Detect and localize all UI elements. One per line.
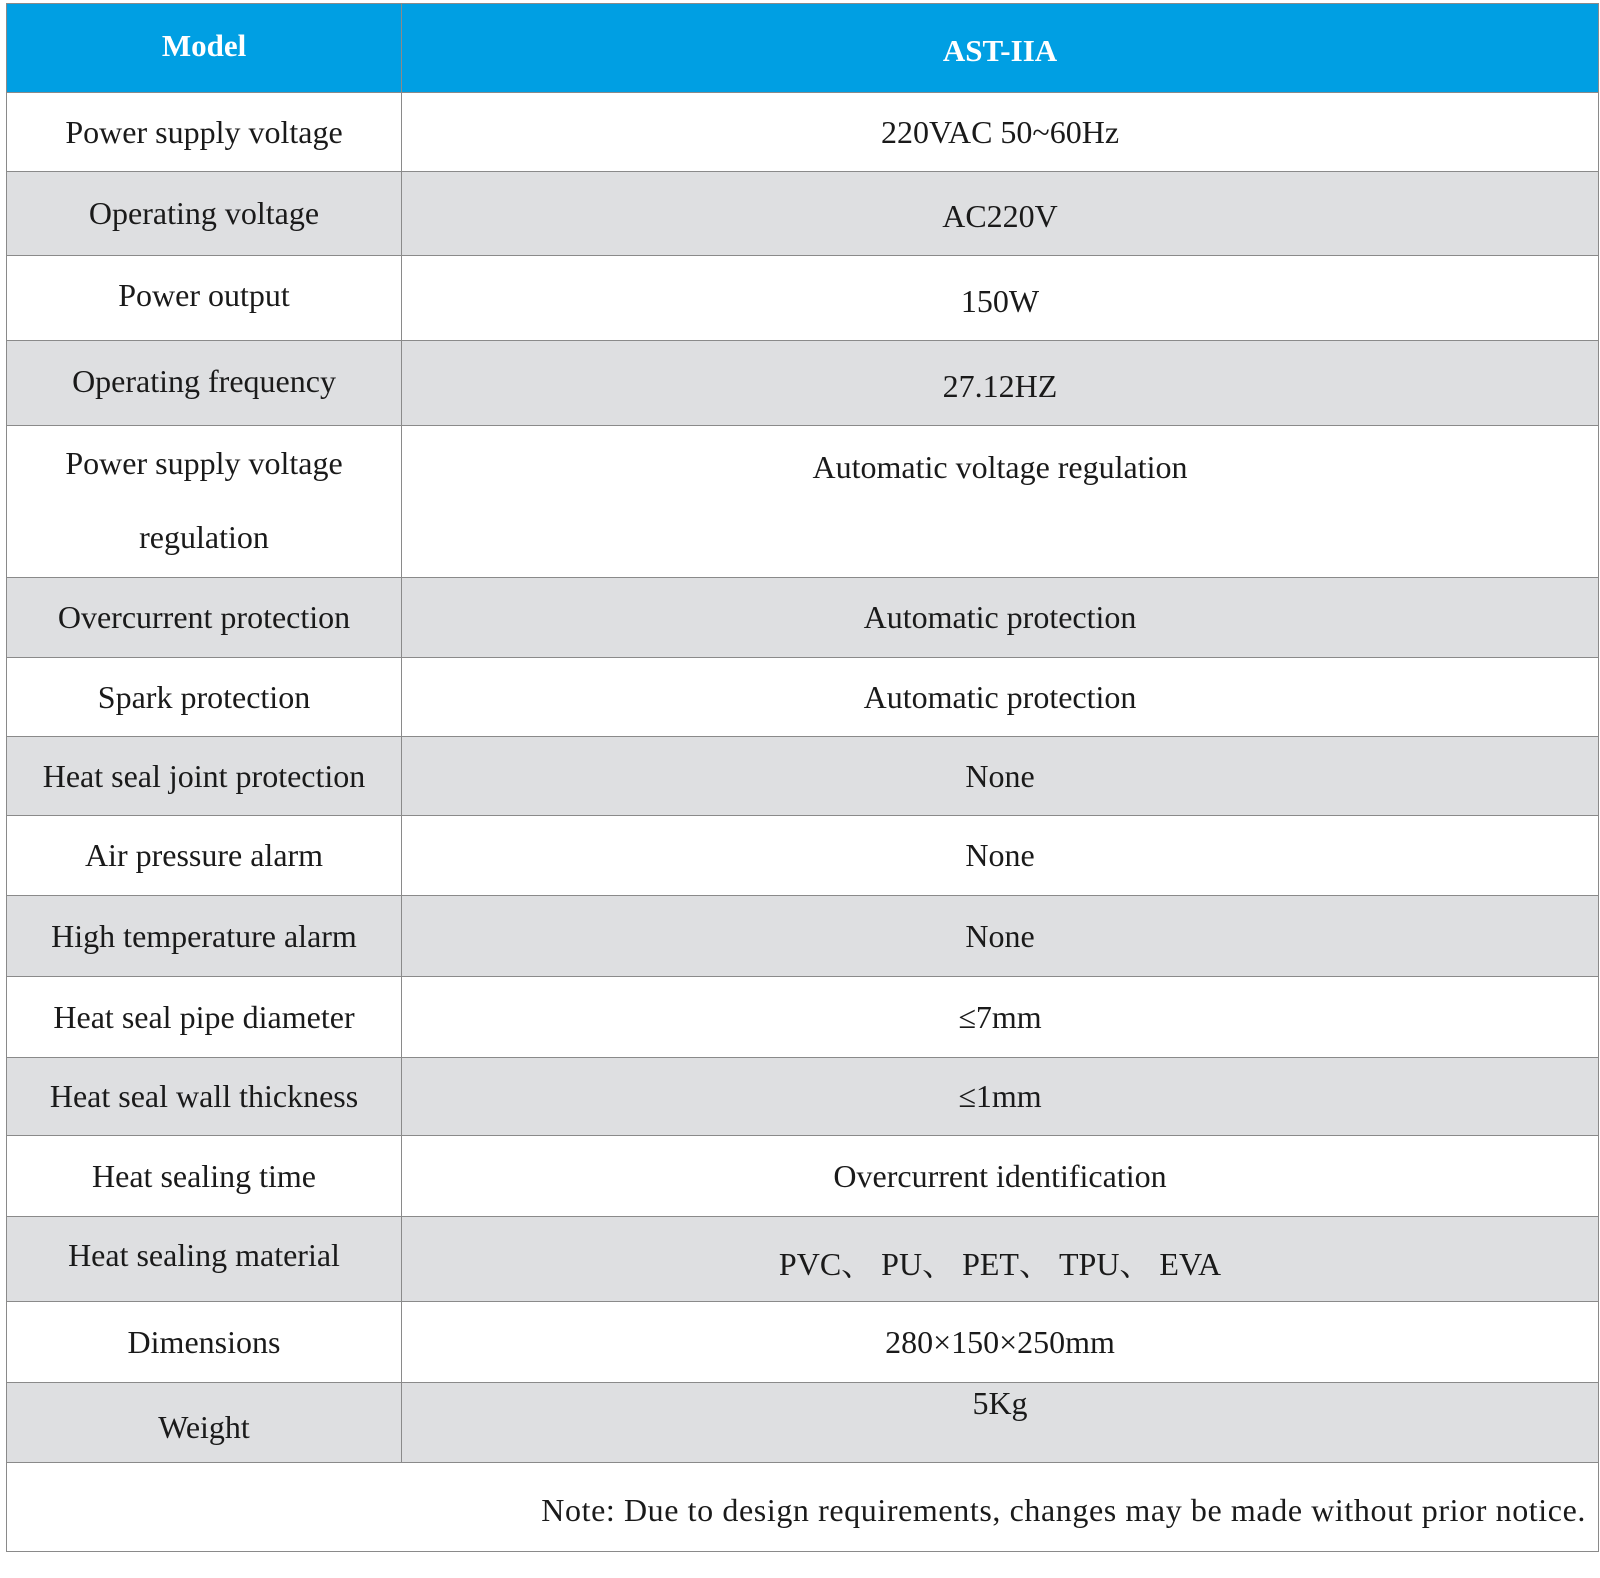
- table-row: [7, 1383, 1599, 1463]
- table-row: [7, 426, 1599, 578]
- header-label: Model: [7, 4, 402, 93]
- spec-value: 220VAC 50~60Hz: [402, 93, 1599, 172]
- spec-label: Power supply voltage: [7, 93, 402, 172]
- spec-value: None: [402, 816, 1599, 896]
- table-row: [7, 341, 1599, 426]
- note-row: [7, 1463, 1599, 1552]
- table-row: [7, 1058, 1599, 1136]
- spec-value: 27.12HZ: [402, 341, 1599, 426]
- spec-value: 150W: [402, 256, 1599, 341]
- table-row: [7, 172, 1599, 256]
- spec-label: Heat sealing material: [7, 1217, 402, 1302]
- spec-label: Heat seal joint protection: [7, 737, 402, 816]
- header-value: AST-IIA: [402, 4, 1599, 93]
- spec-label: Heat sealing time: [7, 1136, 402, 1217]
- table-row: [7, 816, 1599, 896]
- spec-value: None: [402, 737, 1599, 816]
- spec-label: Air pressure alarm: [7, 816, 402, 896]
- spec-label: High temperature alarm: [7, 896, 402, 977]
- spec-label: Dimensions: [7, 1302, 402, 1383]
- spec-table: [6, 3, 1599, 1552]
- spec-label: Operating voltage: [7, 172, 402, 256]
- spec-label: Spark protection: [7, 658, 402, 737]
- spec-value: None: [402, 896, 1599, 977]
- spec-value: 280×150×250mm: [402, 1302, 1599, 1383]
- table-row: [7, 1136, 1599, 1217]
- spec-value: ≤1mm: [402, 1058, 1599, 1136]
- table-row: [7, 977, 1599, 1058]
- spec-value: Automatic protection: [402, 578, 1599, 658]
- table-row: [7, 737, 1599, 816]
- spec-value: 5Kg: [402, 1383, 1599, 1463]
- table-row: [7, 578, 1599, 658]
- table-row: [7, 1302, 1599, 1383]
- table-row: [7, 256, 1599, 341]
- spec-value: Overcurrent identification: [402, 1136, 1599, 1217]
- table-row: [7, 658, 1599, 737]
- spec-value: Automatic protection: [402, 658, 1599, 737]
- table-row: [7, 93, 1599, 172]
- table-row: [7, 1217, 1599, 1302]
- footnote: Note: Due to design requirements, changes may be made without prior notice.: [7, 1463, 1599, 1552]
- spec-value: ≤7mm: [402, 977, 1599, 1058]
- spec-label: Power output: [7, 256, 402, 341]
- header-row: [7, 4, 1599, 93]
- spec-label: Power supply voltage regulation: [7, 426, 402, 578]
- spec-label: Operating frequency: [7, 341, 402, 426]
- spec-label: Heat seal wall thickness: [7, 1058, 402, 1136]
- spec-label: Overcurrent protection: [7, 578, 402, 658]
- spec-value: PVC、 PU、 PET、 TPU、 EVA: [402, 1217, 1599, 1302]
- spec-value: Automatic voltage regulation: [402, 426, 1599, 578]
- table-row: [7, 896, 1599, 977]
- spec-value: AC220V: [402, 172, 1599, 256]
- spec-label: Heat seal pipe diameter: [7, 977, 402, 1058]
- spec-label: Weight: [7, 1383, 402, 1463]
